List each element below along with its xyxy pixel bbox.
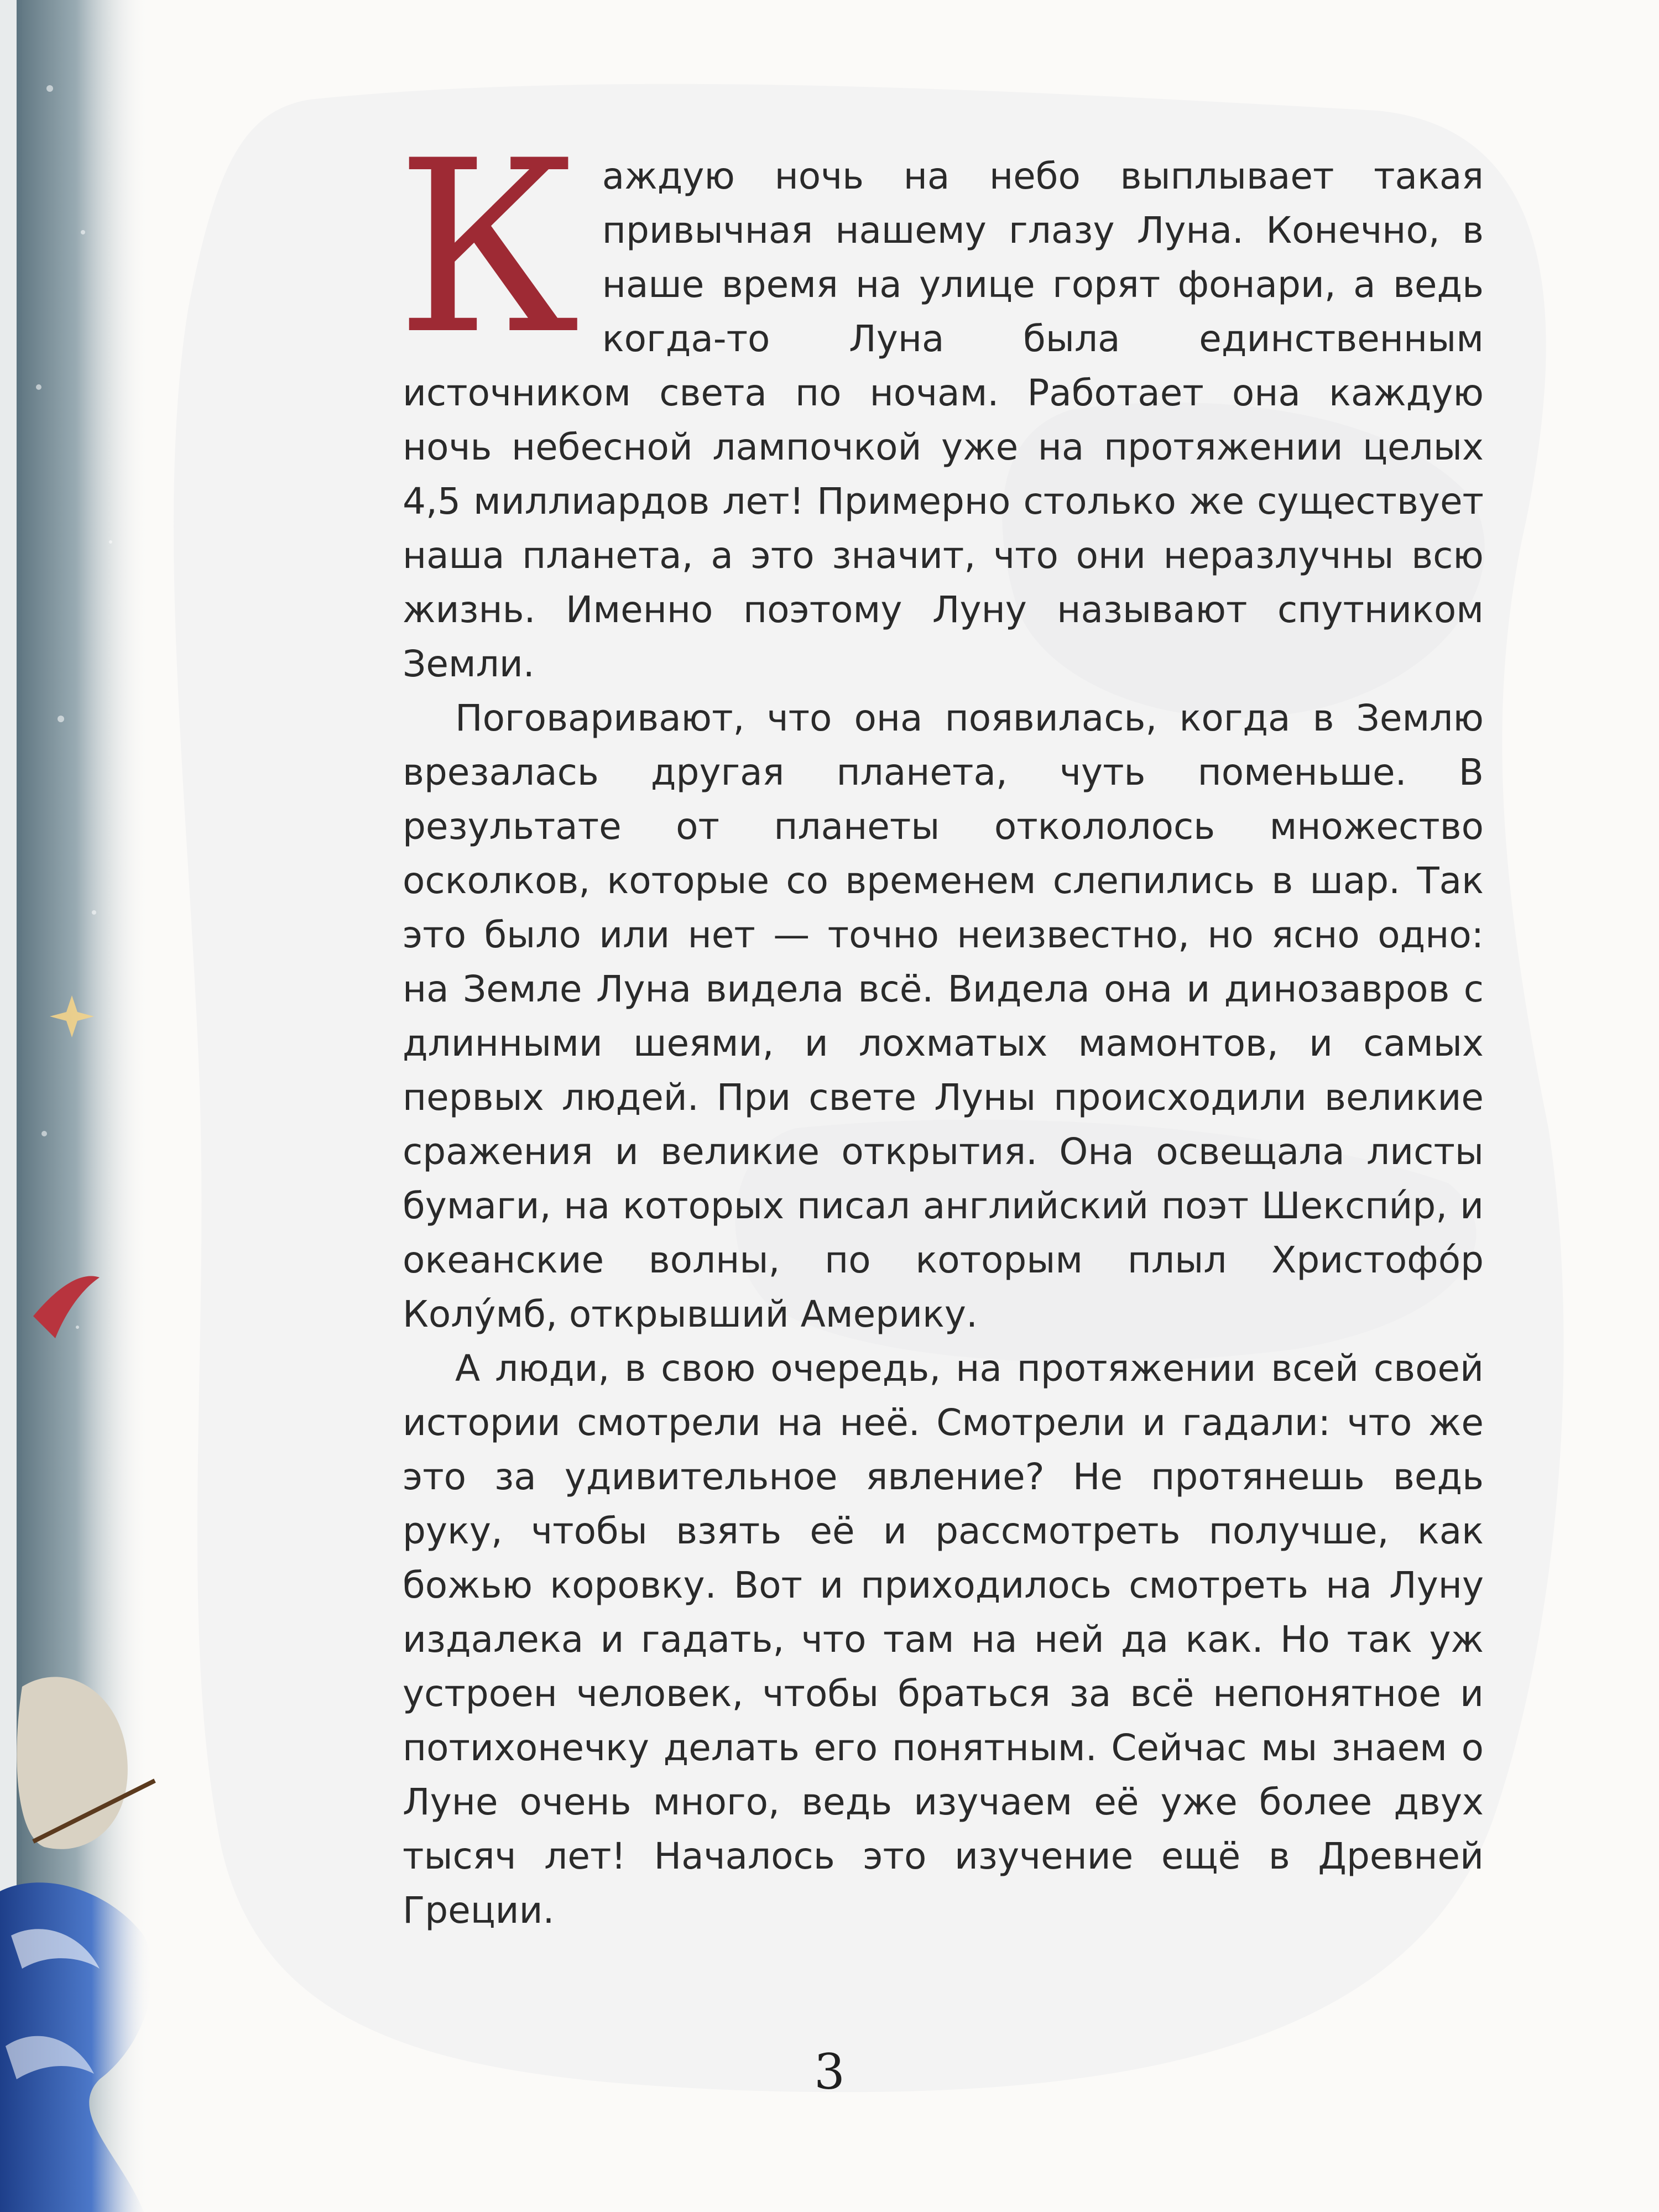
paragraph-1-text: аждую ночь на небо выплывает такая привычная нашему глазу Луна. Конечно, в наше время на улице горят фонари, а ведь когда-то Луна была единственным источником света по ночам. Работает она каждую ночь небесной лампочкой уже на протяжении целых 4,5 миллиардов лет! Примерно столько же существует наша планета, а это значит, что они неразлучны всю жизнь. Именно поэтому Луну называют спутником Земли. xyxy=(403,155,1484,685)
illustration-strip xyxy=(0,0,166,2212)
drop-cap: К xyxy=(396,110,580,387)
paragraph-3: А люди, в свою очередь, на протяжении всей своей истории смотрели на неё. Смотрели и гадали: что же это за удивительное явление? Не протянешь ведь руку, чтобы взять её и рассмотреть получше, как божью коровку. Вот и приходилось смотреть на Луну издалека и гадать, что там на ней да как. Но так уж устроен человек, чтобы браться за всё непонятное и потихонечку делать его понятным. Сейчас мы знаем о Луне очень много, ведь изучаем её уже более двух тысяч лет! Началось это изучение ещё в Древней Греции. xyxy=(403,1347,1484,1932)
article-text xyxy=(396,110,1484,1938)
page-number: 3 xyxy=(814,2043,845,2100)
paragraph-1 xyxy=(396,110,1484,691)
paragraph-2: Поговаривают, что она появилась, когда в Землю врезалась другая планета, чуть поменьше. В результате от планеты откололось множество осколков, которые со временем слепились в шар. Так это было или нет — точно неизвестно, но ясно одно: на Земле Луна видела всё. Видела она и динозавров с длинными шеями, и лохматых мамонтов, и самых первых людей. При свете Луны происходили великие сражения и великие открытия. Она освещала листы бумаги, на которых писал английский поэт Шекспи́р, и океанские волны, по которым плыл Христофо́р Колу́мб, открывший Америку. xyxy=(403,697,1484,1335)
